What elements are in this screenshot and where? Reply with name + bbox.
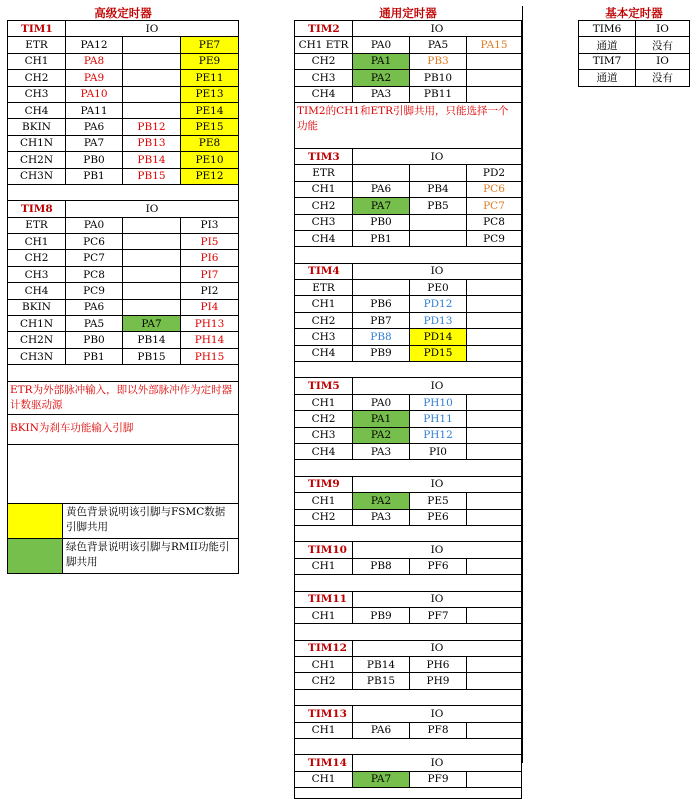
timer-cell: TIM7: [592, 55, 622, 68]
pin-cell: [352, 280, 409, 295]
pin-cell: PB15: [122, 349, 180, 364]
pin-cell: PB9: [352, 608, 409, 623]
pin-cell: PE14: [180, 103, 238, 118]
pin-cell: PA10: [65, 87, 122, 102]
pin-cell: PI3: [180, 218, 238, 233]
pin-cell: PB6: [352, 296, 409, 311]
table-row: [579, 36, 689, 52]
channel-cell: CH2: [311, 675, 336, 688]
table-row: [8, 168, 238, 184]
pin-cell: PB4: [409, 182, 466, 197]
pin-cell: PA8: [65, 54, 122, 69]
io-cell: IO: [635, 21, 689, 36]
channel-cell: CH2: [311, 412, 336, 425]
pin-cell: PE7: [180, 37, 238, 52]
tim2-header-row: [295, 21, 521, 36]
pin-cell: PC6: [466, 182, 521, 197]
pin-cell: PA6: [65, 300, 122, 315]
channel-cell: CH1: [311, 560, 336, 573]
table-row: [8, 282, 238, 298]
pin-cell: [466, 395, 521, 410]
pin-cell: PE13: [180, 87, 238, 102]
pin-cell: PA7: [352, 772, 409, 787]
tim11-header-row: [295, 591, 521, 607]
pin-cell: PB3: [409, 54, 466, 69]
advanced-timers-section: [7, 6, 239, 574]
tim10-label: TIM10: [308, 544, 347, 557]
tim10-io-label: IO: [352, 542, 521, 557]
table-row: [8, 348, 238, 364]
pin-cell: [409, 215, 466, 230]
tim2-io-label: IO: [352, 21, 521, 36]
tim1-label: TIM1: [21, 22, 53, 35]
table-row: [8, 233, 238, 249]
spacer-row: [295, 689, 521, 705]
tim12-header-row: [295, 640, 521, 656]
pin-cell: [409, 165, 466, 180]
pin-cell: PB5: [409, 198, 466, 213]
channel-cell: CH2: [311, 199, 336, 212]
table-row: [295, 230, 521, 246]
table-row: [295, 656, 521, 672]
channel-cell: CH1 ETR: [298, 39, 349, 52]
table-row: [8, 299, 238, 315]
empty-area: [8, 444, 238, 503]
general-timers-title: 通用定时器: [294, 6, 522, 21]
channel-cell: CH3: [311, 71, 336, 84]
value-cell: 没有: [635, 37, 689, 52]
pin-cell: [466, 428, 521, 443]
pin-cell: PI0: [409, 444, 466, 459]
spacer-row: [295, 361, 521, 377]
pin-cell: PA0: [65, 218, 122, 233]
pin-cell: PC9: [65, 283, 122, 298]
channel-cell: BKIN: [22, 121, 51, 134]
pin-cell: [466, 70, 521, 85]
pin-cell: [466, 346, 521, 361]
channel-cell: CH1: [311, 396, 336, 409]
pin-cell: [122, 250, 180, 265]
basic-timers-title: 基本定时器: [578, 6, 690, 21]
pin-cell: [122, 103, 180, 118]
tim13-label: TIM13: [308, 707, 347, 720]
channel-cell: CH2: [311, 314, 336, 327]
pin-cell: PE0: [409, 280, 466, 295]
spacer-row: [8, 364, 238, 380]
channel-cell: ETR: [25, 39, 48, 52]
pin-cell: PH11: [409, 411, 466, 426]
table-row: [295, 771, 521, 787]
pin-cell: PI6: [180, 250, 238, 265]
pin-cell: PB7: [352, 313, 409, 328]
pin-cell: PB10: [409, 70, 466, 85]
table-row: [295, 86, 521, 102]
table-row: [295, 312, 521, 328]
table-row: [8, 69, 238, 85]
channel-cell: CH2: [24, 252, 49, 265]
pin-cell: [466, 54, 521, 69]
pin-cell: PE11: [180, 70, 238, 85]
pin-cell: PB0: [65, 152, 122, 167]
pin-cell: PA6: [352, 723, 409, 738]
channel-cell: CH4: [311, 347, 336, 360]
tim8-label: TIM8: [21, 202, 53, 215]
channel-cell: CH3N: [19, 170, 54, 183]
table-row: [8, 249, 238, 265]
channel-cell: ETR: [312, 281, 335, 294]
pin-cell: PB15: [122, 169, 180, 184]
channel-cell: CH4: [24, 104, 49, 117]
pin-cell: PA6: [65, 119, 122, 134]
legend-green: [8, 538, 238, 573]
channel-cell: 通道: [596, 72, 618, 85]
channel-cell: CH1: [311, 298, 336, 311]
pin-cell: PA9: [65, 70, 122, 85]
table-row: [8, 151, 238, 167]
spacer-row: [295, 246, 521, 262]
table-row: [295, 214, 521, 230]
table-row: [579, 69, 689, 85]
pin-cell: PA0: [352, 395, 409, 410]
table-row: [295, 509, 521, 525]
tim14-label: TIM14: [308, 757, 347, 770]
table-row: [8, 86, 238, 102]
pin-cell: PE10: [180, 152, 238, 167]
pin-cell: [122, 54, 180, 69]
pin-cell: PD14: [409, 329, 466, 344]
pin-cell: [466, 87, 521, 102]
tim2-label: TIM2: [308, 22, 340, 35]
pin-cell: [466, 657, 521, 672]
pin-cell: PB1: [65, 349, 122, 364]
table-row: [295, 181, 521, 197]
tim3-header-row: [295, 148, 521, 164]
pin-cell: PC8: [65, 267, 122, 282]
pin-cell: [466, 444, 521, 459]
tim12-io-label: IO: [352, 641, 521, 656]
pin-cell: PA1: [352, 411, 409, 426]
pin-cell: PB12: [122, 119, 180, 134]
spacer-row: [295, 525, 521, 541]
table-row: [295, 672, 521, 688]
pin-cell: PI4: [180, 300, 238, 315]
channel-cell: CH3: [311, 216, 336, 229]
spacer-row: [295, 787, 521, 798]
green-swatch: [8, 539, 63, 573]
table-row: [8, 315, 238, 331]
tim5-header-row: [295, 377, 521, 393]
pin-cell: PA7: [65, 136, 122, 151]
pin-cell: PE12: [180, 169, 238, 184]
pin-cell: PB15: [352, 673, 409, 688]
pin-cell: PE15: [180, 119, 238, 134]
pin-cell: [122, 267, 180, 282]
timer-cell: TIM6: [592, 22, 622, 35]
pin-cell: PD13: [409, 313, 466, 328]
pin-cell: PA3: [352, 444, 409, 459]
table-row: [295, 443, 521, 459]
table-row: [8, 36, 238, 52]
tim9-io-label: IO: [352, 477, 521, 492]
channel-cell: CH1: [311, 658, 336, 671]
pin-cell: [352, 165, 409, 180]
pin-cell: PH14: [180, 332, 238, 347]
table-row: [8, 118, 238, 134]
table-row: [295, 69, 521, 85]
table-row: [8, 331, 238, 347]
bkin-note: BKIN为刹车功能输入引脚: [8, 414, 238, 444]
channel-cell: CH3: [311, 330, 336, 343]
tim3-label: TIM3: [308, 150, 340, 163]
tim3-io-label: IO: [352, 149, 521, 164]
pin-cell: PB0: [352, 215, 409, 230]
pin-cell: [466, 313, 521, 328]
pin-cell: PA5: [65, 316, 122, 331]
pin-cell: PC9: [466, 231, 521, 246]
spacer-row: [8, 184, 238, 200]
pin-cell: PH9: [409, 673, 466, 688]
channel-cell: BKIN: [22, 301, 51, 314]
pin-cell: PA5: [409, 37, 466, 52]
pin-cell: PA0: [352, 37, 409, 52]
pin-cell: [122, 37, 180, 52]
pin-cell: [466, 559, 521, 574]
pin-cell: PI5: [180, 234, 238, 249]
pin-cell: PI7: [180, 267, 238, 282]
channel-cell: CH1N: [19, 317, 54, 330]
table-row: [295, 722, 521, 738]
pin-cell: [466, 411, 521, 426]
table-row: [295, 164, 521, 180]
pin-cell: [466, 608, 521, 623]
tim13-header-row: [295, 705, 521, 721]
channel-cell: CH4: [311, 445, 336, 458]
channel-cell: CH1: [311, 724, 336, 737]
table-row: [579, 21, 689, 36]
pin-cell: [122, 234, 180, 249]
tim5-label: TIM5: [308, 380, 340, 393]
pin-cell: PC7: [466, 198, 521, 213]
table-row: [295, 53, 521, 69]
table-row: [295, 607, 521, 623]
pin-cell: PF6: [409, 559, 466, 574]
table-row: [8, 53, 238, 69]
pin-cell: PA7: [122, 316, 180, 331]
pin-cell: PB1: [65, 169, 122, 184]
pin-cell: [466, 723, 521, 738]
pin-cell: PE6: [409, 510, 466, 525]
pin-cell: PA2: [352, 70, 409, 85]
tim5-io-label: IO: [352, 378, 521, 393]
tim9-header-row: [295, 476, 521, 492]
pin-cell: [466, 510, 521, 525]
table-row: [8, 102, 238, 118]
pin-cell: PA12: [65, 37, 122, 52]
pin-cell: PB8: [352, 559, 409, 574]
spacer-row: [295, 738, 521, 754]
pin-cell: PB9: [352, 346, 409, 361]
channel-cell: CH1: [24, 55, 49, 68]
channel-cell: CH1: [24, 235, 49, 248]
channel-cell: CH2N: [19, 153, 54, 166]
pin-cell: PE9: [180, 54, 238, 69]
channel-cell: CH3: [24, 88, 49, 101]
table-row: [295, 279, 521, 295]
tim4-header-row: [295, 263, 521, 279]
pin-cell: PA3: [352, 510, 409, 525]
tim9-label: TIM9: [308, 478, 340, 491]
pin-cell: [466, 280, 521, 295]
tim1-header-row: [8, 21, 238, 36]
pin-cell: PA2: [352, 428, 409, 443]
pin-cell: PB8: [352, 329, 409, 344]
general-timers-section: [294, 6, 522, 799]
pin-cell: [122, 70, 180, 85]
channel-cell: CH1: [311, 773, 336, 786]
tim4-io-label: IO: [352, 264, 521, 279]
pin-cell: PD2: [466, 165, 521, 180]
pin-cell: PC6: [65, 234, 122, 249]
channel-cell: CH2N: [19, 334, 54, 347]
pin-cell: PD12: [409, 296, 466, 311]
tim14-io-label: IO: [352, 755, 521, 770]
pin-cell: PB1: [352, 231, 409, 246]
tim8-header-row: [8, 200, 238, 216]
pin-cell: PA11: [65, 103, 122, 118]
tim14-header-row: [295, 754, 521, 770]
advanced-timers-title: 高级定时器: [7, 6, 239, 21]
tim2-note: TIM2的CH1和ETR引脚共用，只能选择一个功能: [295, 102, 521, 148]
pin-cell: [466, 772, 521, 787]
pin-cell: PE5: [409, 493, 466, 508]
channel-cell: CH2: [311, 55, 336, 68]
pin-cell: PB11: [409, 87, 466, 102]
pin-cell: PB14: [352, 657, 409, 672]
pin-cell: PF9: [409, 772, 466, 787]
pin-cell: PC7: [65, 250, 122, 265]
pin-cell: [122, 300, 180, 315]
channel-cell: CH2: [24, 71, 49, 84]
pin-cell: PH6: [409, 657, 466, 672]
channel-cell: 通道: [596, 39, 618, 52]
table-row: [8, 135, 238, 151]
table-row: [8, 266, 238, 282]
pin-cell: PF7: [409, 608, 466, 623]
pin-cell: [466, 296, 521, 311]
tim10-header-row: [295, 541, 521, 557]
pin-cell: PD15: [409, 346, 466, 361]
pin-cell: PH12: [409, 428, 466, 443]
pin-cell: PA2: [352, 493, 409, 508]
table-row: [295, 328, 521, 344]
channel-cell: CH1: [311, 609, 336, 622]
etr-note: ETR为外部脉冲输入，即以外部脉冲作为定时器计数驱动源: [8, 381, 238, 414]
basic-timers-section: [578, 6, 690, 87]
table-row: [295, 197, 521, 213]
legend-yellow-text: 黄色背景说明该引脚与FSMC数据引脚共用: [66, 505, 226, 533]
pin-cell: PH13: [180, 316, 238, 331]
channel-cell: CH3: [24, 268, 49, 281]
table-row: [579, 53, 689, 69]
table-row: [295, 410, 521, 426]
channel-cell: CH3N: [19, 350, 54, 363]
pin-cell: PH10: [409, 395, 466, 410]
channel-cell: ETR: [25, 219, 48, 232]
channel-cell: CH4: [311, 88, 336, 101]
pin-cell: PA7: [352, 198, 409, 213]
pin-cell: [466, 329, 521, 344]
legend-yellow: [8, 503, 238, 538]
spacer-row: [295, 623, 521, 639]
channel-cell: CH1N: [19, 137, 54, 150]
value-cell: 没有: [635, 70, 689, 85]
tim13-io-label: IO: [352, 706, 521, 721]
spacer-row: [295, 459, 521, 475]
spacer-row: [295, 574, 521, 590]
tim12-label: TIM12: [308, 642, 347, 655]
channel-cell: CH1: [311, 494, 336, 507]
table-row: [295, 558, 521, 574]
pin-cell: PB0: [65, 332, 122, 347]
channel-cell: CH4: [311, 232, 336, 245]
table-row: [295, 295, 521, 311]
table-row: [295, 427, 521, 443]
pin-cell: PH15: [180, 349, 238, 364]
pin-cell: [122, 283, 180, 298]
tim11-io-label: IO: [352, 592, 521, 607]
table-row: [295, 394, 521, 410]
channel-cell: CH2: [311, 511, 336, 524]
pin-cell: PB14: [122, 332, 180, 347]
tim1-rows: [8, 36, 238, 184]
pin-cell: [122, 87, 180, 102]
pin-cell: PB14: [122, 152, 180, 167]
channel-cell: CH4: [24, 284, 49, 297]
pin-cell: PC8: [466, 215, 521, 230]
tim8-io-label: IO: [65, 201, 238, 216]
io-cell: IO: [635, 54, 689, 69]
tim11-label: TIM11: [308, 593, 347, 606]
legend-green-text: 绿色背景说明该引脚与RMII功能引脚共用: [66, 540, 230, 568]
pin-cell: PE8: [180, 136, 238, 151]
table-row: [8, 217, 238, 233]
pin-cell: PA15: [466, 37, 521, 52]
pin-cell: PF8: [409, 723, 466, 738]
pin-cell: [409, 231, 466, 246]
pin-cell: PA6: [352, 182, 409, 197]
tim1-io-label: IO: [65, 21, 238, 36]
table-row: [295, 492, 521, 508]
grid-divider: [522, 6, 523, 763]
tim4-label: TIM4: [308, 265, 340, 278]
channel-cell: ETR: [312, 167, 335, 180]
pin-cell: PI2: [180, 283, 238, 298]
channel-cell: CH3: [311, 429, 336, 442]
table-row: [295, 36, 521, 52]
pin-cell: PB13: [122, 136, 180, 151]
yellow-swatch: [8, 504, 63, 538]
pin-cell: PA3: [352, 87, 409, 102]
pin-cell: [122, 218, 180, 233]
channel-cell: CH1: [311, 183, 336, 196]
pin-cell: PA1: [352, 54, 409, 69]
table-row: [295, 345, 521, 361]
pin-cell: [466, 673, 521, 688]
pin-cell: [466, 493, 521, 508]
tim8-rows: [8, 217, 238, 365]
